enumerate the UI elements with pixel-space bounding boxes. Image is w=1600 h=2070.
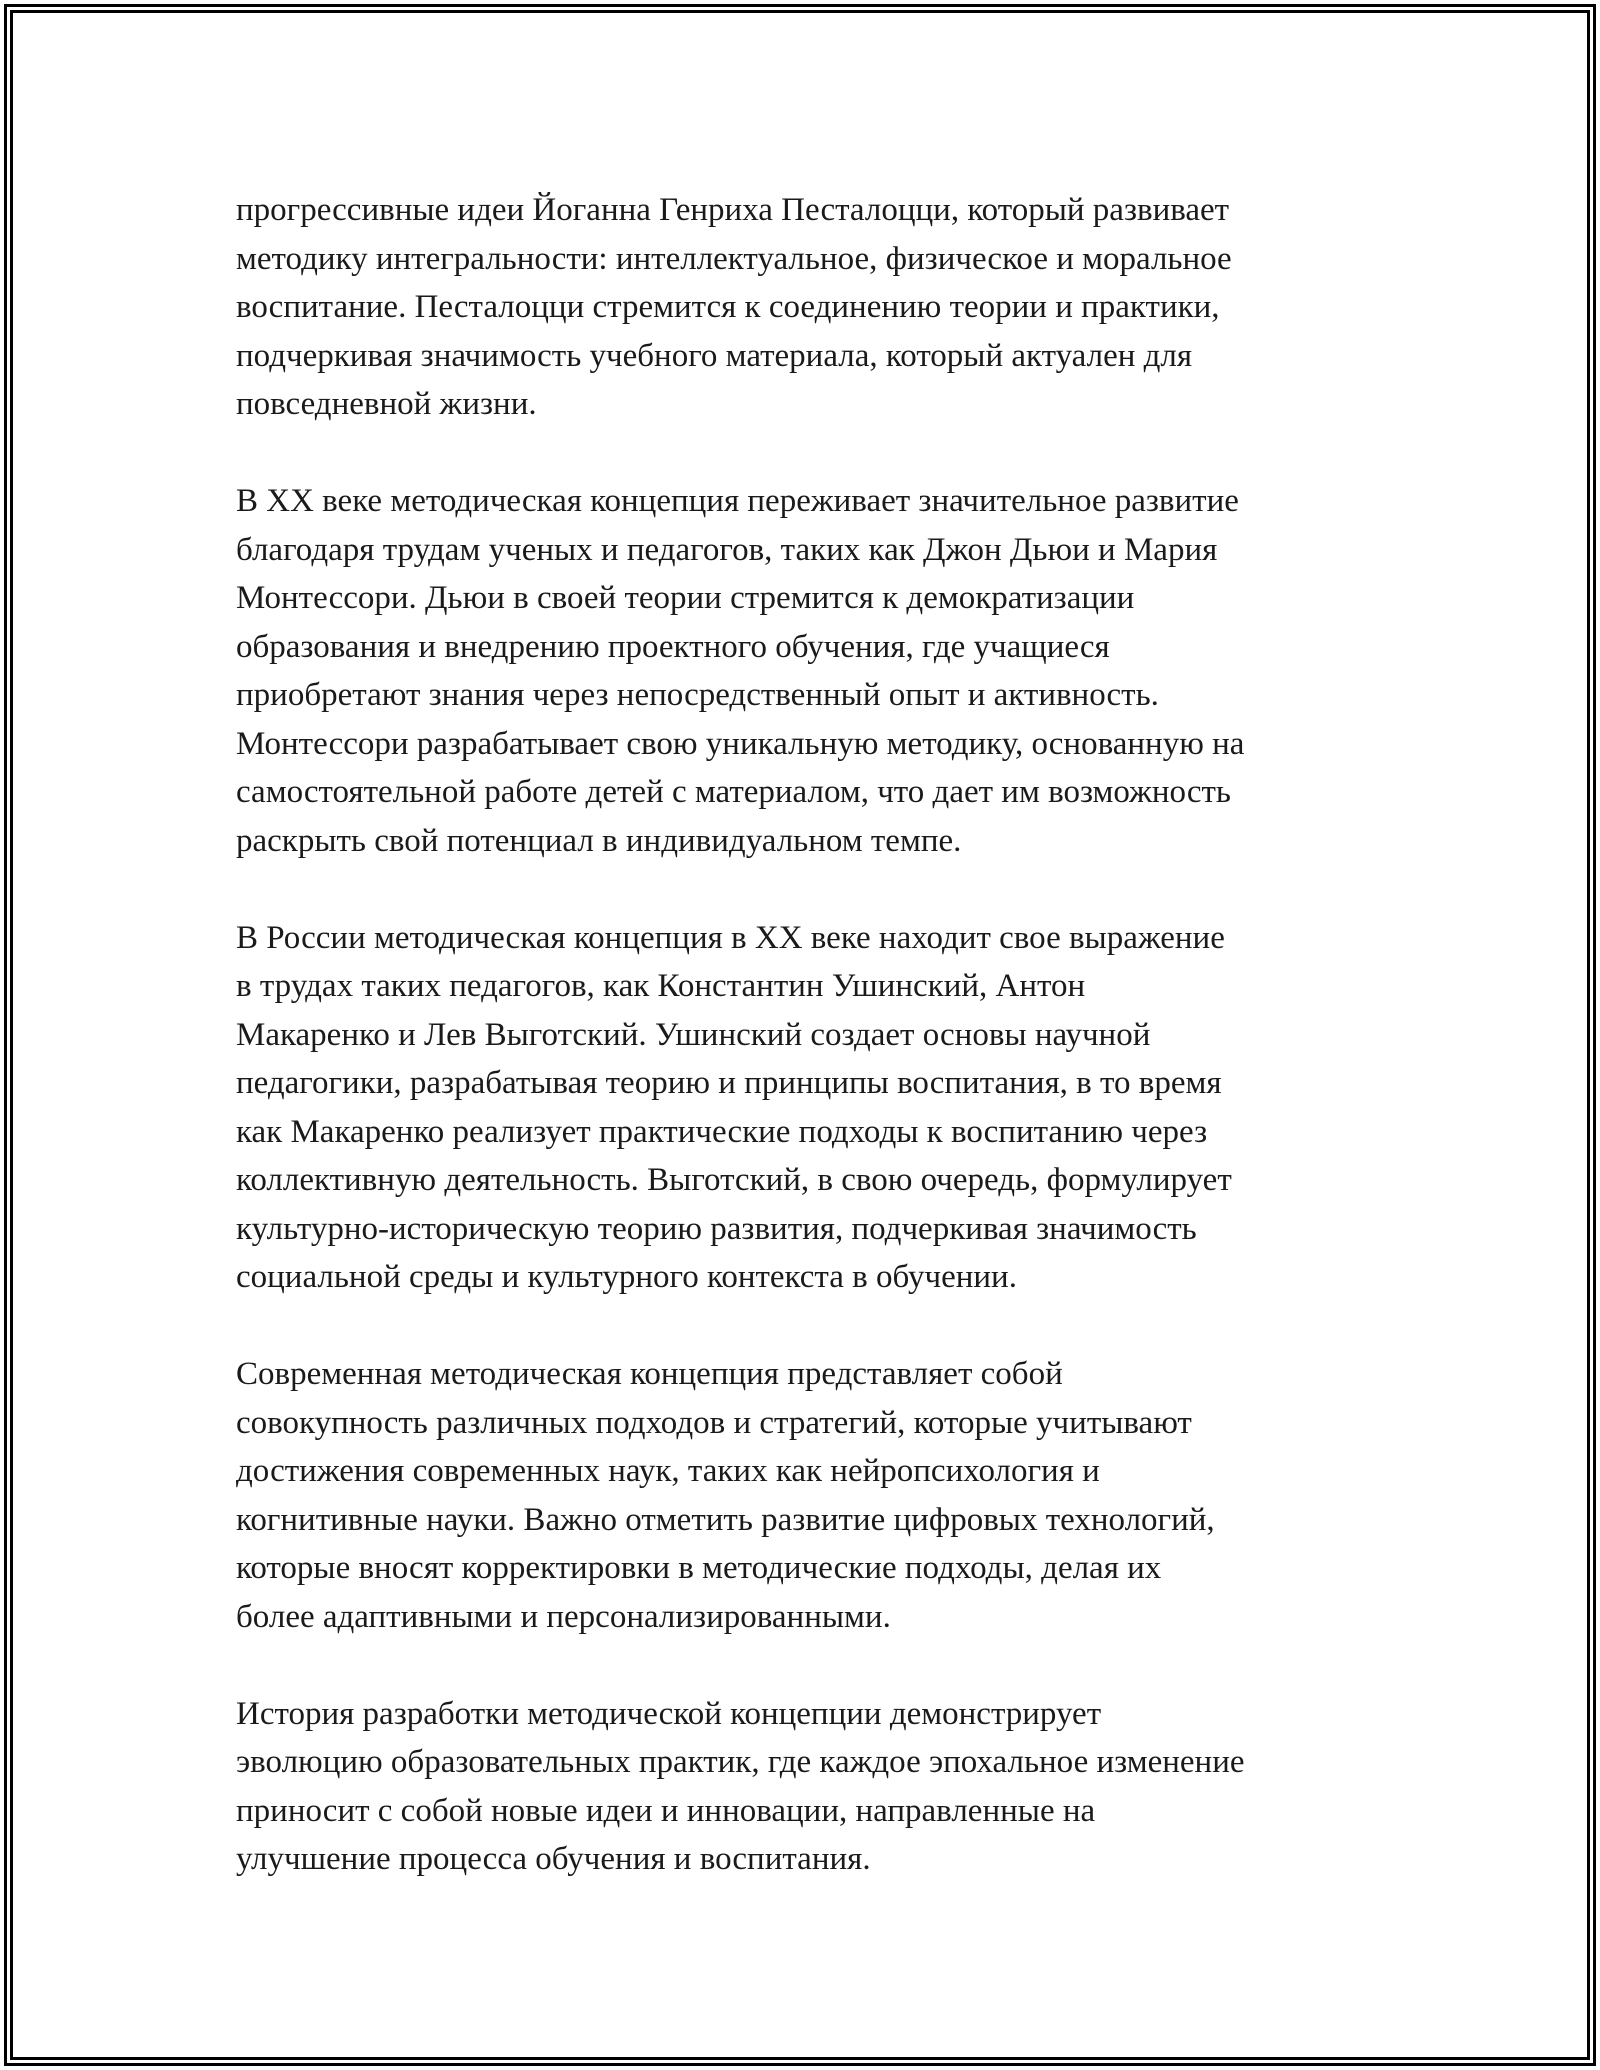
paragraph-xx-century: В XX веке методическая концепция переживает значительное развитие благодаря трудам ученых и педагогов, таких как Джон Дьюи и Мария Монтессори. Дьюи в своей теории стремится к демократизации образования и внедрению проектного обучения, где учащиеся приобретают знания через непосредственный опыт и активность. Монтессори разрабатывает свою уникальную методику, основанную на самостоятельной работе детей с материалом, что дает им возможность раскрыть свой потенциал в индивидуальном темпе.	[236, 483, 1245, 859]
document-body	[236, 186, 1386, 1884]
paragraph-russia: В России методическая концепция в XX веке находит свое выражение в трудах таких педагогов, как Константин Ушинский, Антон Макаренко и Лев Выготский. Ушинский создает основы научной педагогики, разрабатывая теорию и принципы воспитания, в то время как Макаренко реализует практические подходы к воспитанию через коллективную деятельность. Выготский, в свою очередь, формулирует культурно-историческую теорию развития, подчеркивая значимость социальной среды и культурного контекста в обучении.	[236, 919, 1232, 1295]
paragraph-pestalozzi: прогрессивные идеи Йоганна Генриха Песталоцци, который развивает методику интегральности: интеллектуальное, физическое и моральное воспитание. Песталоцци стремится к соединению теории и практики, подчеркивая значимость учебного материала, который актуален для повседневной жизни.	[236, 192, 1232, 422]
paragraph-modern-concept: Современная методическая концепция представляет собой совокупность различных подходов и стратегий, которые учитывают достижения современных наук, таких как нейропсихология и когнитивные науки. Важно отметить развитие цифровых технологий, которые вносят корректировки в методические подходы, делая их более адаптивными и персонализированными.	[236, 1356, 1215, 1635]
paragraph-history-conclusion: История разработки методической концепции демонстрирует эволюцию образовательных практик, где каждое эпохальное изменение приносит с собой новые идеи и инновации, направленные на улучшение процесса обучения и воспитания.	[236, 1695, 1245, 1877]
